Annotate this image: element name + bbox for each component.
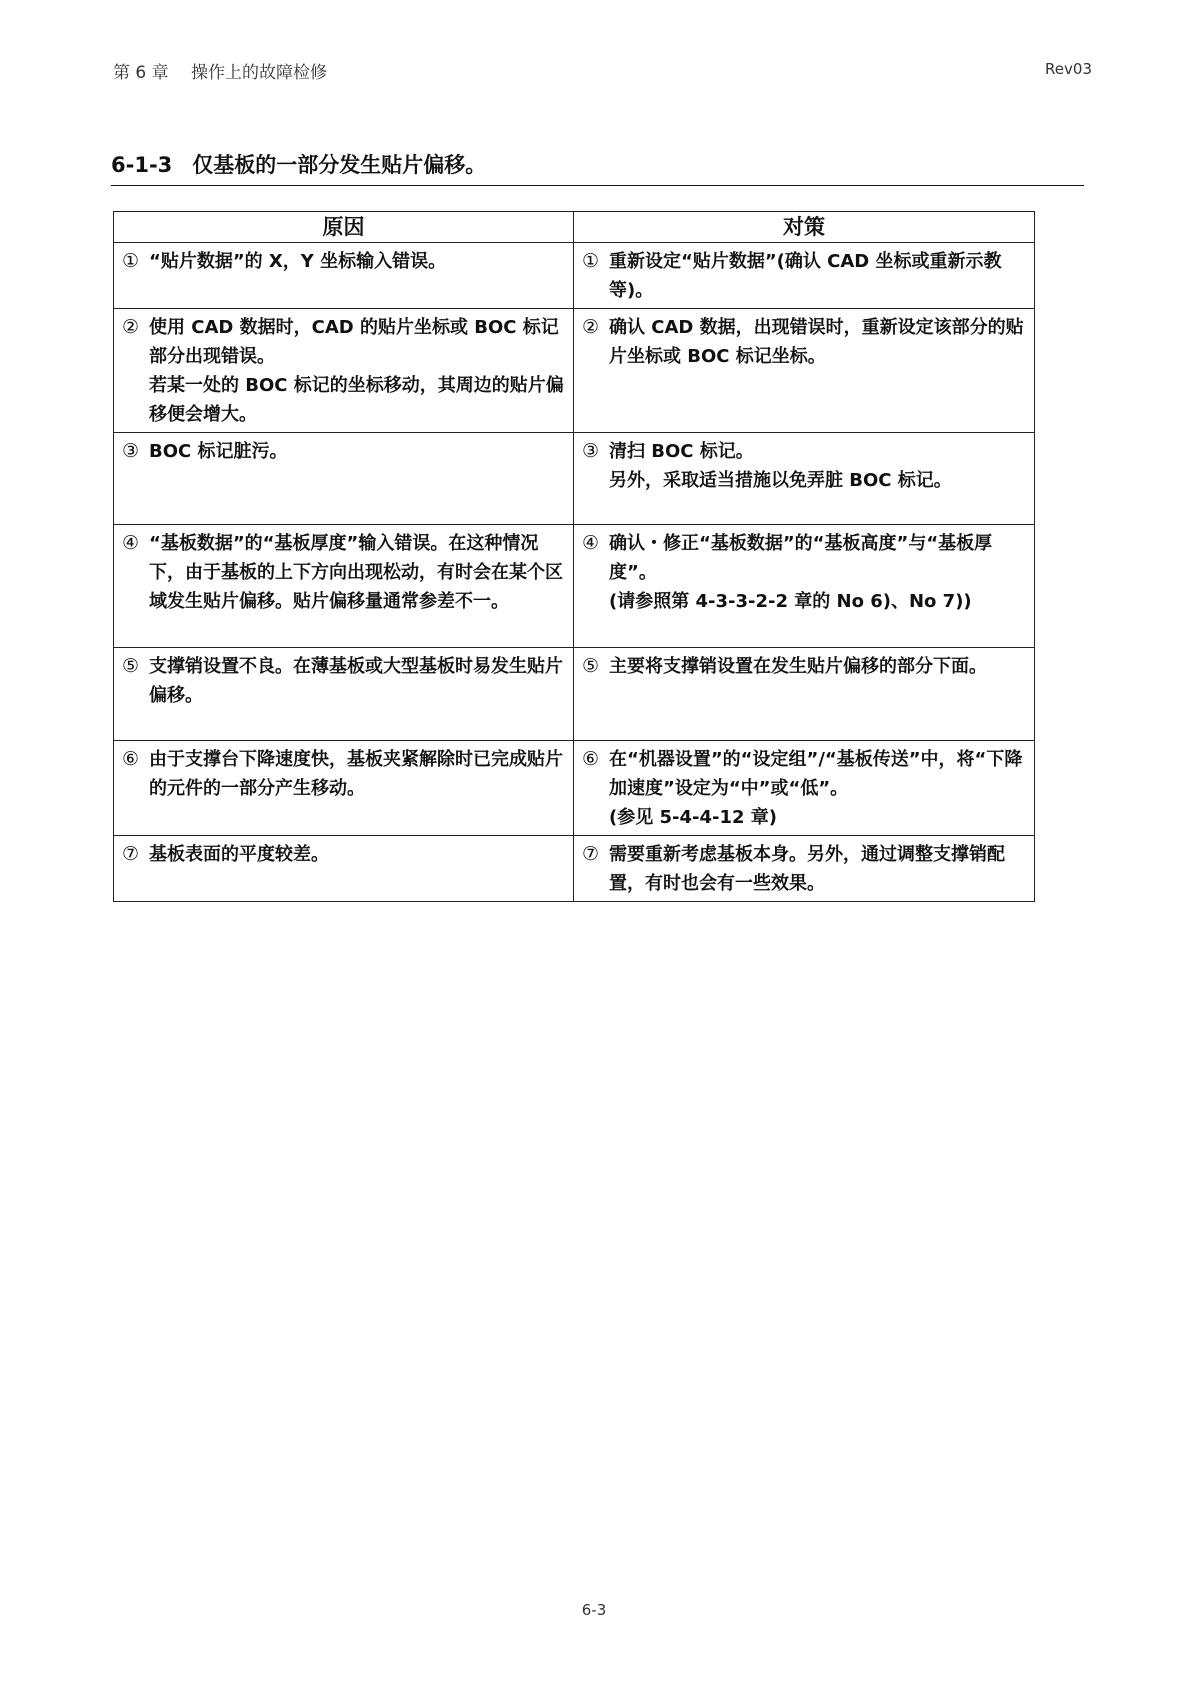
table-row: [114, 836, 1035, 902]
page-number: 6-3: [581, 1601, 607, 1619]
cause-text: 使用 CAD 数据时，CAD 的贴片坐标或 BOC 标记部分出现错误。 若某一处的 BOC 标记的坐标移动，其周边的贴片偏移便会增大。: [149, 317, 564, 425]
cause-text: BOC 标记脏污。: [149, 441, 288, 462]
table-row: [114, 648, 1035, 741]
item-marker: ①: [582, 250, 600, 272]
cause-text: “基板数据”的“基板厚度”输入错误。在这种情况下，由于基板的上下方向出现松动，有时会在某个区域发生贴片偏移。贴片偏移量通常参差不一。: [149, 533, 563, 612]
countermeasure-cell: [574, 309, 1035, 433]
item-marker: ⑥: [582, 748, 600, 770]
item-marker: ⑤: [582, 655, 600, 677]
countermeasure-cell: [574, 741, 1035, 836]
countermeasure-text: 主要将支撑销设置在发生贴片偏移的部分下面。: [609, 656, 987, 677]
countermeasure-column-header: 对策: [574, 212, 1035, 243]
cause-text: 由于支撑台下降速度快，基板夹紧解除时已完成贴片的元件的一部分产生移动。: [149, 749, 563, 799]
section-number: 6-1-3: [111, 153, 173, 177]
item-marker: ⑦: [582, 843, 600, 865]
table-row: [114, 243, 1035, 309]
countermeasure-text: 确认 CAD 数据，出现错误时，重新设定该部分的贴片坐标或 BOC 标记坐标。: [609, 317, 1024, 367]
revision-label: Rev03: [1045, 60, 1092, 78]
cause-countermeasure-table: [113, 211, 1035, 902]
countermeasure-text: 需要重新考虑基板本身。另外，通过调整支撑销配置，有时也会有一些效果。: [609, 844, 1005, 894]
cause-cell: [114, 741, 574, 836]
countermeasure-text: 确认・修正“基板数据”的“基板高度”与“基板厚度”。 (请参照第 4-3-3-2-2 章的 No 6)、No 7)): [609, 533, 993, 612]
countermeasure-cell: [574, 648, 1035, 741]
item-marker: ②: [122, 316, 140, 338]
table-header-row: [114, 212, 1035, 243]
item-marker: ①: [122, 250, 140, 272]
item-marker: ④: [582, 532, 600, 554]
table-row: [114, 525, 1035, 648]
countermeasure-text: 在“机器设置”的“设定组”/“基板传送”中，将“下降加速度”设定为“中”或“低”。 (参见 5-4-4-12 章): [609, 749, 1023, 828]
countermeasure-cell: [574, 433, 1035, 525]
cause-cell: [114, 648, 574, 741]
cause-cell: [114, 243, 574, 309]
countermeasure-cell: [574, 243, 1035, 309]
item-marker: ③: [122, 440, 140, 462]
section-title: 仅基板的一部分发生贴片偏移。: [192, 153, 487, 177]
table-row: [114, 433, 1035, 525]
cause-text: 基板表面的平度较差。: [149, 844, 329, 865]
item-marker: ④: [122, 532, 140, 554]
cause-column-header: 原因: [114, 212, 574, 243]
cause-text: “贴片数据”的 X，Y 坐标输入错误。: [149, 251, 447, 272]
item-marker: ⑦: [122, 843, 140, 865]
cause-cell: [114, 433, 574, 525]
item-marker: ②: [582, 316, 600, 338]
cause-cell: [114, 525, 574, 648]
cause-text: 支撑销设置不良。在薄基板或大型基板时易发生贴片偏移。: [149, 656, 563, 706]
countermeasure-text: 清扫 BOC 标记。 另外，采取适当措施以免弄脏 BOC 标记。: [609, 441, 952, 491]
item-marker: ⑤: [122, 655, 140, 677]
table-row: [114, 309, 1035, 433]
cause-cell: [114, 836, 574, 902]
cause-cell: [114, 309, 574, 433]
item-marker: ⑥: [122, 748, 140, 770]
section-heading: [111, 149, 1084, 186]
table-row: [114, 741, 1035, 836]
countermeasure-cell: [574, 836, 1035, 902]
chapter-header: 第 6 章 操作上的故障检修: [113, 63, 328, 83]
item-marker: ③: [582, 440, 600, 462]
countermeasure-cell: [574, 525, 1035, 648]
countermeasure-text: 重新设定“贴片数据”(确认 CAD 坐标或重新示教等)。: [609, 251, 1002, 301]
